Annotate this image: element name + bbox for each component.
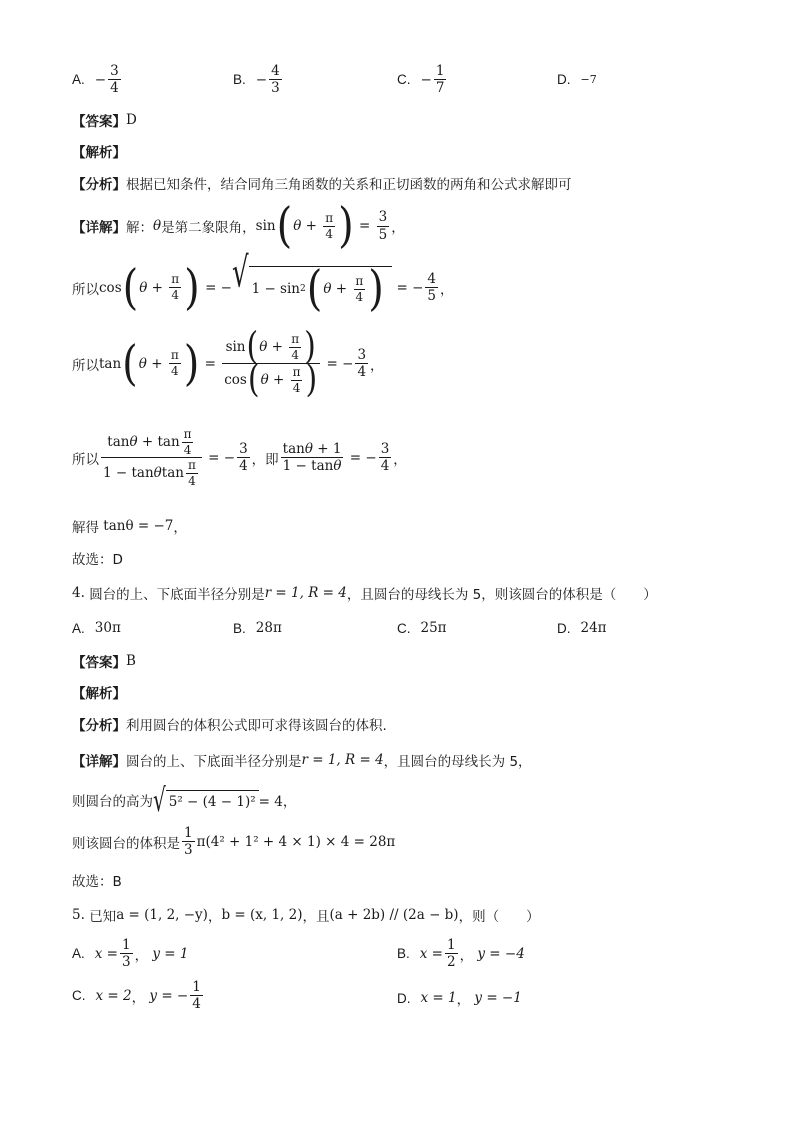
q4-option-b[interactable]: B. 28π (233, 620, 282, 636)
q4-fenxi: 【分析】 利用圆台的体积公式即可求得该圆台的体积. (72, 718, 387, 734)
q3-answer: 【答案】 D (72, 112, 137, 130)
q4-analysis-heading: 【解析】 (72, 686, 126, 702)
q3-analysis-heading: 【解析】 (72, 145, 126, 161)
q4-height: 则圆台的高为 √ 5² − (4 − 1)² = 4， (72, 780, 297, 820)
q3-option-c[interactable]: C. − $\frac{1}{7}$ (397, 63, 445, 97)
q4-xiangjie: 【详解】 圆台的上、下底面半径分别是 r = 1, R = 4 ，且圆台的母线长为 5， (72, 752, 532, 770)
q3-solve: 解得 tanθ = −7 ， (72, 518, 187, 536)
q3-choice: 故选：D (72, 552, 123, 568)
q4-stem: 4. 圆台的上、下底面半径分别是 r = 1, R = 4 ，且圆台的母线长为 5，则该圆台的体积是（ ） (72, 585, 657, 603)
q3-option-d[interactable]: D. −7 (557, 72, 597, 87)
q3-cos-equation: 所以 cos ( θ + $\frac{\pi}{4}$ ) = − √ 1 − sin 2 ( θ + $\frac{\pi}{4}$ ) = − $\frac{4}{5}$ ， (72, 249, 454, 317)
q3-xiangjie: 【详解】 解： θ 是第二象限角， sin ( θ + $\frac{\pi}{4}$ ) = $\frac{3}{5}$ ， (72, 198, 405, 254)
q4-answer: 【答案】 B (72, 653, 136, 671)
q5-option-c[interactable]: C. x = 2 ， y = − $\frac{1}{4}$ (72, 979, 201, 1013)
q5-option-d[interactable]: D. x = 1 ， y = −1 (397, 990, 522, 1008)
q3-tan-equation: 所以 tan ( θ + $\frac{\pi}{4}$ ) = sin ( θ + $\frac{\pi}{4}$ ) cos ( θ + $\frac{\pi}{4}$ ) = − $\frac{3}{4}$ ， (72, 324, 384, 402)
q4-option-d[interactable]: D. 24π (557, 620, 607, 636)
q3-option-b[interactable]: B. − $\frac{4}{3}$ (233, 63, 280, 97)
q4-volume: 则该圆台的体积是 $\frac{1}{3}$ π(4² + 1² + 4 × 1) × 4 = 28π (72, 825, 396, 859)
q3-option-a[interactable]: A. − $\frac{3}{4}$ (72, 63, 119, 97)
q3-tan-sum: 所以 tan θ + tan $\frac{\pi}{4}$ 1 − tan θ tan $\frac{\pi}{4}$ = − $\frac{3}{4}$ ，即 $\frac{\tan\theta + 1}{1 - \tan\theta}$ = − $\frac{3}{4}$ ， (72, 427, 407, 488)
q4-choice: 故选：B (72, 874, 122, 890)
q5-option-b[interactable]: B. x = $\frac{1}{2}$ ， y = −4 (397, 937, 525, 971)
q5-stem: 5. 已知 a = (1, 2, −y) ， b = (x, 1, 2) ，且 (a + 2b) // (2a − b) ，则（ ） (72, 907, 540, 925)
q3-fenxi: 【分析】 根据已知条件，结合同角三角函数的关系和正切函数的两角和公式求解即可 (72, 177, 572, 193)
q4-option-a[interactable]: A. 30π (72, 620, 121, 636)
q4-option-c[interactable]: C. 25π (397, 620, 447, 636)
q5-option-a[interactable]: A. x = $\frac{1}{3}$ ， y = 1 (72, 937, 189, 971)
